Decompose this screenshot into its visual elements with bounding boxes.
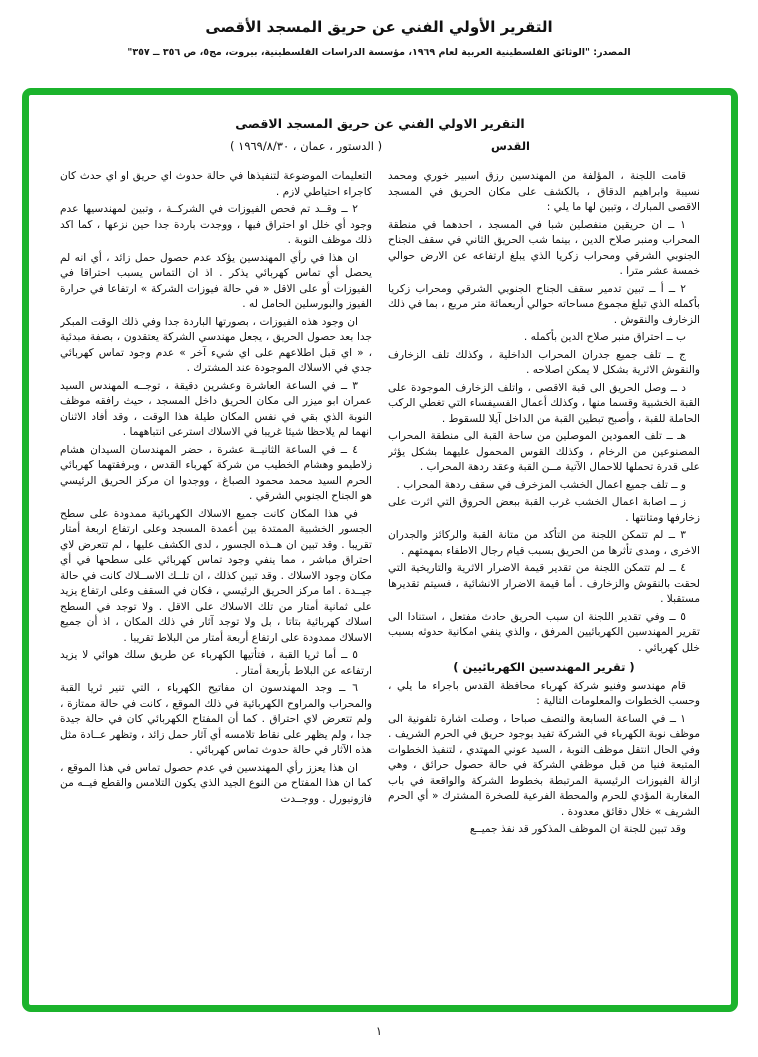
paragraph: و ــ تلف جميع اعمال الخشب المزخرف في سقف ردهة المحراب . (396, 478, 686, 491)
column-left (60, 169, 372, 1003)
paragraph: ج ــ تلف جميع جدران المحراب الداخلية ، وكذلك تلف الزخارف والنقوش الاثرية بشكل لا يمكن اصلاحه . (388, 348, 700, 376)
paragraph: ١ ــ ان حريقين منفصلين شبا في المسجد ، احدهما في منطقة المحراب ومنبر صلاح الدين ، بينما شب الحريق الثاني في سقف الجناح الجنوبي الشرقي ومحراب زكريا الذي يبلغ ارتفاعه عن الارض حوالي خمسة عشر مترا . (388, 218, 700, 277)
text-columns (29, 163, 731, 1003)
page-number: ١ (375, 1024, 383, 1038)
paragraph: ٤ ــ في الساعة الثانيــة عشرة ، حضر المهندسان السيدان هشام زلاطيمو وهشام الخطيب من شركة كهرباء القدس ، وبرفقتهما كهربائي الحرم السيد محمد محمود الصباغ ، ووجدوا ان مركز الحريق الرئيسي هو الجناح الجنوبي الشرقي . (60, 443, 372, 502)
paragraph: ٣ ــ في الساعة العاشرة وعشرين دقيقة ، توجــه المهندس السيد عمران ابو ميزر الى مكان الحريق داخل المسجد ، حيث رافقه موظف النوبة الذي بقي في نفس المكان طيلة هذا الوقت ، وقد أفاد الاثنان انهما لم يلاحظا شيئا غريبا في الاسلاك استرعى انتباههما . (60, 379, 372, 438)
document-frame (22, 88, 738, 1012)
paragraph: التعليمات الموضوعة لتنفيذها في حالة حدوث اي حريق او اي حدث كان كاجراء احتياطي لازم . (60, 170, 372, 198)
byline-source: ( الدستور ، عمان ، ١٩٦٩/٨/٣٠ ) (230, 139, 383, 153)
paragraph: في هذا المكان كانت جميع الاسلاك الكهربائية ممدودة على سطح الجسور الخشبية الممتدة بين أعمدة المسجد وعلى ارتفاع اربعة أمتار تقريبا . وقد تبين ان هــذه الجسور ، لدى الكشف عليها ، لم تتعرض لاي احتراق مباشر ، مما ينفي وجود تماس كهربائي على سطحها في أي مكان وجود الاسلاك . وقد تبين كذلك ، ان تلــك الاســلاك كانت في حالة جيــدة . اما مركز الحريق الرئيسي ، فكان في السقف وعلى ارتفاع يزيد على ثمانية أمتار من تلك الاسلاك على الاقل . ولا توجد في السطح اسلاك كهربائية بتاتا ، بل ولا توجد آثار في ذلك المكان ، اذ أن جميع الاسلاك ممدودة على ارتفاع أربعة أمتار من البلاط تقريبا . (60, 507, 372, 644)
document-byline (230, 139, 530, 153)
paragraph: قام مهندسو وفنيو شركة كهرباء محافظة القدس باجراء ما يلي ، وحسب الخطوات والمعلومات التالية : (388, 679, 700, 707)
paragraph: ٤ ــ لم تتمكن اللجنة من تقدير قيمة الاضرار الاثرية والتاريخية التي لحقت بالنقوش والزخارف . أما قيمة الاضرار الانشائية ، فسيتم تقديرها مستقبلا . (388, 562, 700, 605)
paragraph: د ــ وصل الحريق الى قبة الاقصى ، واتلف الزخارف الموجودة على القبة الخشبية وقسما منها ، وكذلك أعمال الفسيفساء التي تغطي الركب الحاملة للقبة ، وأصبح تبطين القبة من الداخل آيلا للسقوط . (388, 381, 700, 425)
page-title: التقرير الأولي الفني عن حريق المسجد الأقصى (205, 18, 553, 36)
paragraph: قامت اللجنة ، المؤلفة من المهندسين رزق اسبير خوري ومحمد نسيبة وابراهيم الدقاق ، بالكشف على مكان الحريق في المسجد الاقصى المبارك ، وتبين لها ما يلي : (388, 170, 700, 213)
paragraph: ٥ ــ أما ثريا القبة ، فتأتيها الكهرباء عن طريق سلك هوائي لا يزيد ارتفاعه عن البلاط بأربعة أمتار . (60, 649, 372, 677)
paragraph: ١ ــ في الساعة السابعة والنصف صباحا ، وصلت اشارة تلفونية الى موظف نوبة الكهرباء في الشركة تفيد بوجود حريق في الحرم الشريف . وفي الحال انتقل موظف النوبة ، السيد عوني المهتدي ، لتنفيذ الخطوات المتبعة فنيا من قبل موظفي الشركة في حالة حصول حرائق ، وهي ازالة الفيوزات الرئيسية المرتبطة بخطوط الشركة والواقعة في باب المغاربة المؤدي للحرم والمحطة الفرعية للصخرة المشترك « أي الحرم الشريف » خلال دقائق معدودة . (388, 712, 700, 818)
document-header (230, 116, 530, 153)
paragraph: ب ــ احتراق منبر صلاح الدين بأكمله . (523, 331, 686, 343)
paragraph: ٥ ــ وفي تقدير اللجنة ان سبب الحريق حادث مفتعل ، استنادا الى تقرير المهندسين الكهربائيين المرفق ، والذي ينفي امكانية حدوثه بسبب خلل كهربائي . (388, 610, 700, 654)
section-heading: ( تقرير المهندسين الكهربائيين ) (453, 660, 635, 674)
paragraph: هـ ــ تلف العمودين الموصلين من ساحة القبة الى منطقة المحراب المصنوعين من الرخام ، وكذلك القوس المحمول عليهما بشكل يؤثر على قدرة تحملها للاحمال الآتية مــن القبة وعقد ردهة المحراب . (388, 430, 700, 473)
column-right (388, 169, 700, 1003)
paragraph: ان هذا في رأي المهندسين يؤكد عدم حصول حمل زائد ، أي انه لم يحصل أي تماس كهربائي يذكر . اذ ان التماس يسبب احتراقا في الفيوزات أو على الاقل « في حالة فيوزات الشركة » ارتفاعا في حرارة الفيوز والبورسلين الحامل له . (60, 251, 372, 310)
paragraph: ٢ ــ أ ــ تبين تدمير سقف الجناح الجنوبي الشرقي ومحراب زكريا بأكمله الذي تبلغ مجموع مساحاته حوالي أربعمائة متر مربع ، بما في ذلك الزخارف والنقوش . (388, 282, 700, 326)
paragraph: ان وجود هذه الفيوزات ، بصورتها الباردة جدا وفي ذلك الوقت المبكر جدا بعد حصول الحريق ، يجعل مهندسي الشركة يعتقدون ، بصفة مبدئية ، « اي قبل اطلاعهم على اي شيء آخر » عدم وجود تماس كهربائي جدي في الاسلاك الموجودة عند المشترك . (60, 315, 372, 374)
paragraph: ان هذا يعزز رأي المهندسين في عدم حصول تماس في هذا الموقع ، كما ان هذا المفتاح من النوع الجيد الذي يكون التلامس والقطع فيــه من فازونيورل . ووجــدت (60, 761, 372, 805)
source-line: المصدر: "الوثائق الفلسطينية العربية لعام ١٩٦٩، مؤسسة الدراسات الفلسطينية، بيروت، مج٥، ص ٣٥٦ ــ ٣٥٧" (127, 47, 631, 58)
paragraph: ز ــ اصابة اعمال الخشب غرب القبة ببعض الحروق التي اثرت على زخارفها ومتانتها . (388, 496, 700, 524)
paragraph: ٢ ــ وقــد تم فحص الفيوزات في الشركــة ، وتبين لمهندسيها عدم وجود أي خلل او احتراق فيها ، ووجدت باردة جدا حين نزعها ، كما اكد ذلك موظف النوبة . (60, 203, 372, 246)
paragraph: ٦ ــ وجد المهندسون ان مفاتيح الكهرباء ، التي تنير ثريا القبة والمحراب والمراوح الكهربائية في ذلك الموقع ، كانت في حالة ممتازة ، ولم تتعرض لاي احتراق . كما أن المفتاح الكهربائي كان في حالة جيدة جدا ، ولم يظهر على نقاط تلامسه أي آثار حمل زائد ، وتظهر عــادة مثل هذه الآثار في حالة حدوث تماس كهربائي . (60, 682, 372, 756)
page-header (0, 18, 758, 58)
byline-location: القدس (490, 139, 530, 153)
document-title: التقرير الاولي الفني عن حريق المسجد الاقصى (235, 116, 525, 131)
paragraph: ٣ ــ لم تتمكن اللجنة من التأكد من متانة القبة والركائز والجدران الاخرى ، ومدى تأثرها من الحريق بسبب قيام رجال الاطفاء بمهمتهم . (388, 529, 700, 557)
paragraph: وقد تبين للجنة ان الموظف المذكور قد نفذ جميــع (469, 823, 686, 835)
